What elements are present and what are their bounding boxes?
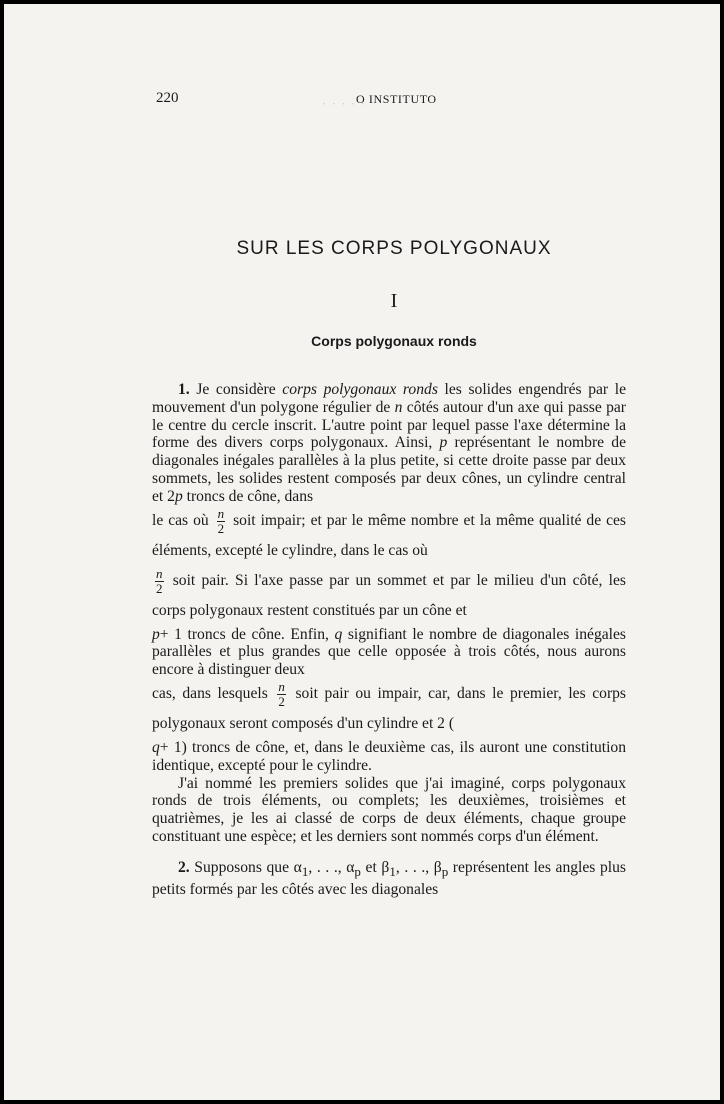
running-title: O INSTITUTO [356, 92, 437, 106]
section-title: Corps polygonaux ronds [311, 333, 477, 349]
page-number: 220 [156, 90, 179, 106]
fraction: $\frac{n}{2}$ [278, 678, 285, 709]
article-title: SUR LES CORPS POLYGONAUX [236, 238, 552, 259]
bleed-through: · · · · · [322, 96, 366, 111]
page [4, 4, 720, 1100]
fraction: $\frac{n}{2}$ [156, 565, 163, 596]
body-text [152, 381, 626, 898]
page-header [156, 90, 636, 114]
fraction: $\frac{n}{2}$ [217, 505, 225, 536]
paragraph-1: 1. Je considère corps polygonaux ronds les solides engendrés par le mouvement d'un polygone régulier de n côtés autour d'un axe qui passe par le centre du cercle inscrit. L'autre point par lequel passe l'axe détermine la forme des divers corps polygonaux. Ainsi, p représentant le nombre de diagonales inégales parallèles à la plus petite, si cette droite passe par deux sommets, les solides restent composés par deux cônes, un cylindre central et 2p troncs de cône, dans le cas où $\frac{n}{2}$ soit impair; et par le même nombre et la même qualité de ces éléments, excepté le cylindre, dans le cas où $\frac{n}{2}$ soit pair. Si l'axe passe par un sommet et par le milieu d'un côté, les corps polygonaux restent constitués par un cône et p+ 1 troncs de cône. Enfin, q signifiant le nombre de diagonales inégales parallèles et plus grandes que celle opposée à trois côtés, nous aurons encore à distinguer deux cas, dans lesquels $\frac{n}{2}$ soit pair ou impair, car, dans le premier, les corps polygonaux seront composés d'un cylindre et 2 ( q+ 1) troncs de cône, et, dans le deuxième cas, ils auront une constitution identique, excepté pour le cylindre. [152, 381, 627, 774]
section-number: I [390, 290, 398, 312]
paragraph-3: 2. Supposons que $\alpha_1$, . . ., $\alpha_p$ et $\beta_1$, . . ., $\beta_p$ représentent les angles plus petits formés par les côtés avec les diagonales [152, 858, 626, 898]
paragraph-2: J'ai nommé les premiers solides que j'ai imaginé, corps polygonaux ronds de trois éléments, ou complets; les deuxièmes, troisièmes et quatrièmes, je les ai classé de corps de deux éléments, chaque groupe constituant une espèce; et les derniers sont nommés corps d'un élément. [152, 774, 626, 845]
